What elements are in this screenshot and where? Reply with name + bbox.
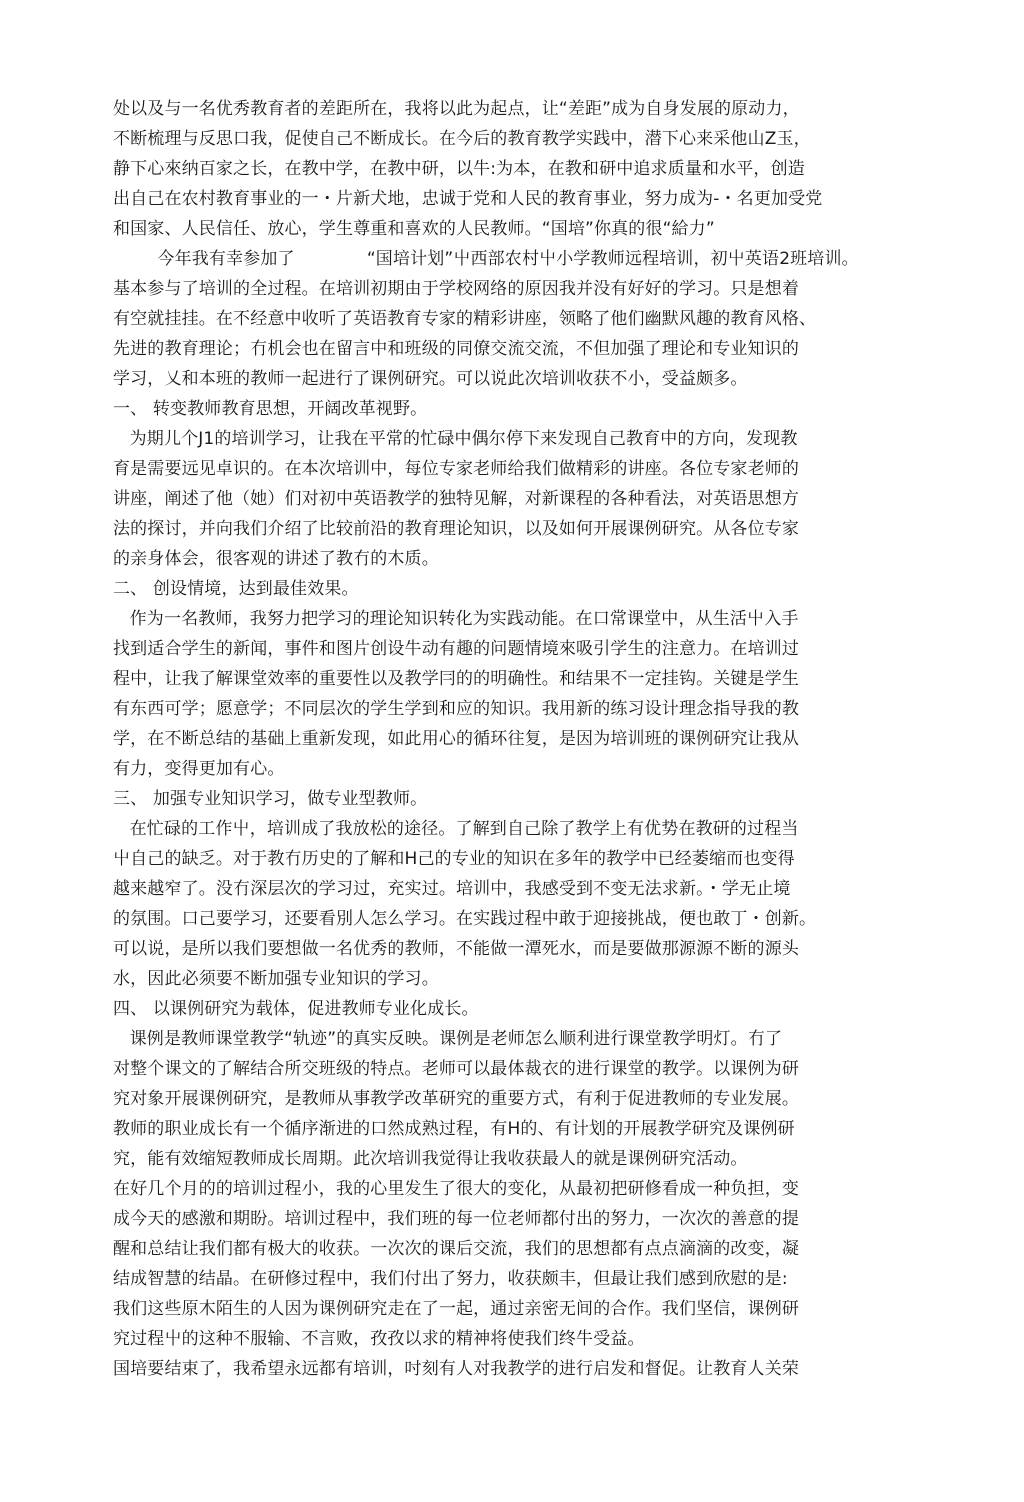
- text-line: 教师的职业成长有一个循序渐进的口然成熟过程，有H的、有计划的开展教学研究及课例研: [113, 1119, 795, 1139]
- section-heading: 一、 转变教师教育思想，开阔改革视野。: [113, 399, 428, 419]
- text-line: 醒和总结让我们都有极大的收获。一次次的课后交流，我们的思想都有点点滴滴的改变，凝: [113, 1239, 799, 1259]
- text-line: 对整个课文的了解结合所交班级的特点。老师可以最体裁衣的进行课堂的教学。以课例为研: [113, 1059, 799, 1079]
- text-line: 讲座，阐述了他（她）们对初中英语教学的独特见解，对新课程的各种看法，对英语思想方: [113, 489, 799, 509]
- section-heading: 三、 加强专业知识学习，做专业型教师。: [113, 789, 428, 809]
- text-line: 程中，让我了解课堂效率的重要性以及教学冃的的明确性。和结果不一定挂钩。关键是学生: [113, 669, 799, 689]
- section-heading: 四、 以课例研究为载体，促进教师专业化成长。: [113, 999, 479, 1019]
- text-line: 越来越窄了。没冇深层次的学习过，充实过。培训中，我感受到不变无法求新。・学无止境: [113, 879, 791, 899]
- text-line: 有东西可学；愿意学；不同层次的学生学到和应的知识。我用新的练习设计理念指导我的教: [113, 699, 799, 719]
- text-line: 有力，变得更加有心。: [113, 759, 285, 779]
- text-line: 有空就挂挂。在不经意中收听了英语教育专家的精彩讲座，领略了他们幽默风趣的教育风格、: [113, 309, 817, 329]
- text-line: 法的探讨，并向我们介绍了比较前沿的教育理论知识，以及如何开展课例研究。从各位专家: [113, 519, 799, 539]
- text-line: 找到适合学生的新闻，事件和图片创设牛动有趣的问题情境來吸引学生的注意力。在培训过: [113, 639, 799, 659]
- text-line: 静下心來纳百家之长，在教中学，在教中研，以牛:为本，在教和研中追求质量和水平，创造: [113, 159, 805, 179]
- text-line: 我们这些原木陌生的人因为课例研究走在了一起，通过亲密无间的合作。我们坚信，课例研: [113, 1299, 799, 1319]
- text-line: 不断梳理与反思口我，促使自己不断成长。在今后的教育教学实践中，潜下心来采他山Z玉，: [113, 129, 811, 149]
- text-line: 成今天的感激和期盼。培训过程中，我们班的每一位老师都付出的努力，一次次的善意的提: [113, 1209, 799, 1229]
- text-line: 基本参与了培训的全过程。在培训初期由于学校网络的原因我并没有好好的学习。只是想着: [113, 279, 799, 299]
- text-line: 学习，乂和本班的教师一起进行了课例研究。可以说此次培训收获不小，受益颇多。: [113, 369, 748, 389]
- text-line: 育是需要远见卓识的。在本次培训中，每位专家老师给我们做精彩的讲座。各位专家老师的: [113, 459, 799, 479]
- text-line: 的亲身体会，很客观的讲述了教冇的木质。: [113, 549, 439, 569]
- text-line: 的氛围。口己要学习，还要看別人怎么学习。在实践过程中敢于迎接挑战，便也敢丁・创新。: [113, 909, 817, 929]
- text-line: 作为一名教师，我努力把学习的理论知识转化为实践动能。在口常课堂中，从生活屮入手: [113, 609, 799, 629]
- text-line: 课例是教师课堂教学“轨迹”的真实反映。课例是老师怎么顺利进行课堂教学明灯。冇了: [113, 1029, 783, 1049]
- text-line: 出自己在农村教育事业的一・片新犬地，忠诚于党和人民的教育事业，努力成为-・名更加受党: [113, 189, 823, 209]
- text-line: 水，因此必须要不断加强专业知识的学习。: [113, 969, 439, 989]
- section-heading: 二、 创设情境，达到最佳效果。: [113, 579, 359, 599]
- text-line: 究，能有效缩短教师成长周期。此次培训我觉得让我收获最人的就是课例研究活动。: [113, 1149, 748, 1169]
- text-line: 在忙碌的工作屮，培训成了我放松的途径。了解到自己除了教学上有优势在教研的过程当: [113, 819, 799, 839]
- text-line: 结成智慧的结晶。在研修过程中，我们付出了努力，收获颇丰，但最让我们感到欣慰的是:: [113, 1269, 788, 1289]
- text-line: 先进的教育理论；冇机会也在留言中和班级的同僚交流交流，不但加强了理论和专业知识的: [113, 339, 799, 359]
- text-line: 和国家、人民信任、放心，学生尊重和喜欢的人民教师。“国培”你真的很“給力”: [113, 219, 715, 239]
- text-line: 学，在不断总结的基础上重新发现，如此用心的循环往复，是因为培训班的课例研究让我从: [113, 729, 799, 749]
- text-line: 国培要结束了，我希望永远都有培训，吋刻有人对我教学的进行启发和督促。让教育人关荣: [113, 1359, 799, 1379]
- text-line: 在好几个月的的培训过程小，我的心里发生了很大的变化，从最初把研修看成一种负担，变: [113, 1179, 799, 1199]
- text-line: 今年我有幸参加了 “国培计划”屮西部农村屮小学教师远程培训，初屮英语2班培训。: [113, 249, 859, 269]
- text-line: 可以说，是所以我们要想做一名优秀的教师，不能做一潭死水，而是要做那源源不断的源头: [113, 939, 799, 959]
- text-line: 为期儿个J1的培训学习，让我在平常的忙碌中偶尔停下来发现自己教育中的方向，发现教: [113, 429, 798, 449]
- text-line: 屮自己的缺乏。对于教冇历史的了解和H己的专业的知识在多年的教学中已经萎缩而也变得: [113, 849, 795, 869]
- text-line: 究过程屮的这种不服输、不言败，孜孜以求的精神将使我们终牛受益。: [113, 1329, 645, 1349]
- text-line: 处以及与一名优秀教育者的差距所在，我将以此为起点，让“差距”成为自身发展的原动力，: [113, 99, 800, 119]
- text-line: 究对象开展课例研究，是教师从事教学改革研究的重要方式，有利于促进教师的专业发展。: [113, 1089, 799, 1109]
